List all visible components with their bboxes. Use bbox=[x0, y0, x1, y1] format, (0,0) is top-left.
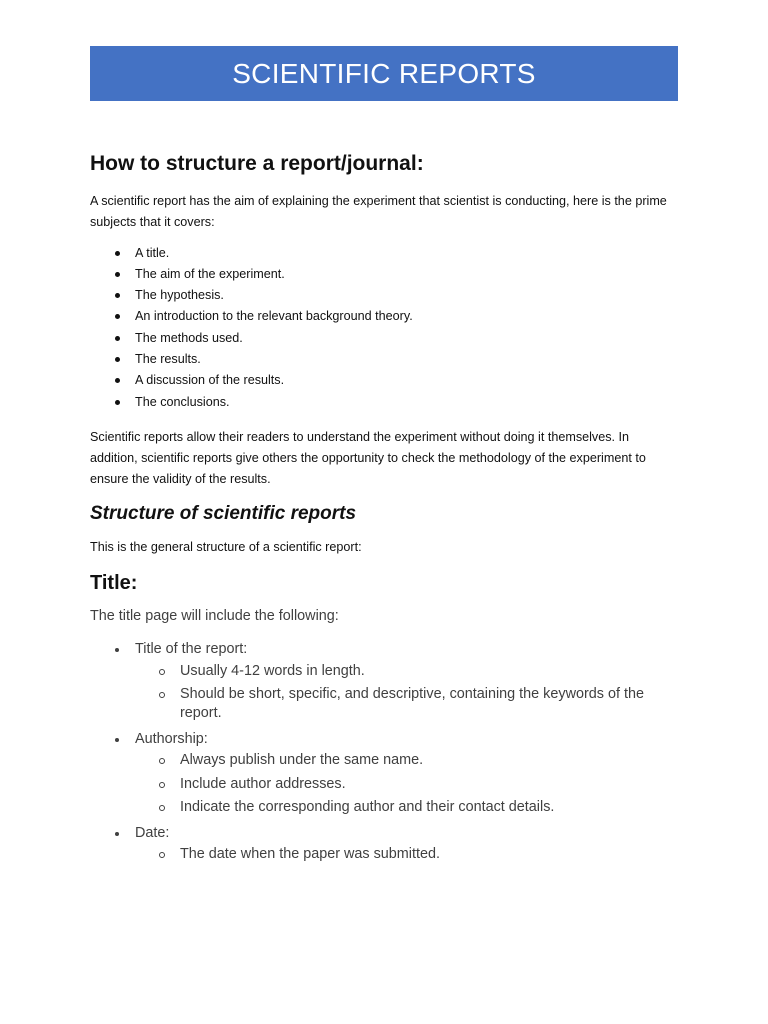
list-item: The methods used. bbox=[90, 328, 678, 349]
sub-list-item: Should be short, specific, and descriptive, containing the keywords of the report. bbox=[135, 685, 678, 723]
title-banner bbox=[90, 46, 678, 101]
list-item bbox=[90, 728, 678, 818]
sub-list-item: Always publish under the same name. bbox=[135, 751, 678, 770]
structure-intro-paragraph: This is the general structure of a scientific report: bbox=[90, 540, 362, 555]
sub-list-item: Usually 4-12 words in length. bbox=[135, 662, 678, 681]
section-heading-structure-of-reports: Structure of scientific reports bbox=[90, 503, 357, 525]
list-item bbox=[90, 822, 678, 865]
document-title: SCIENTIFIC REPORTS bbox=[232, 57, 536, 89]
subjects-list bbox=[90, 243, 678, 413]
list-item: An introduction to the relevant background theory. bbox=[90, 306, 678, 327]
list-item: The hypothesis. bbox=[90, 285, 678, 306]
sub-list-item: Include author addresses. bbox=[135, 775, 678, 794]
sub-list bbox=[135, 751, 678, 817]
closing-paragraph: Scientific reports allow their readers to understand the experiment without doing it themselves. In addition, scientific reports give others the opportunity to check the methodology of the experiment to ensure the validity of the results. bbox=[90, 429, 646, 486]
list-item-label: Title of the report: bbox=[135, 641, 248, 658]
title-intro-paragraph: The title page will include the following: bbox=[90, 608, 339, 625]
list-item: The conclusions. bbox=[90, 392, 678, 413]
list-item bbox=[90, 638, 678, 723]
sub-list bbox=[135, 845, 678, 864]
list-item: The aim of the experiment. bbox=[90, 264, 678, 285]
sub-list-item: The date when the paper was submitted. bbox=[135, 845, 678, 864]
list-item: The results. bbox=[90, 349, 678, 370]
section-heading-structure: How to structure a report/journal: bbox=[90, 152, 424, 175]
list-item: A discussion of the results. bbox=[90, 370, 678, 391]
list-item: A title. bbox=[90, 243, 678, 264]
section-heading-title: Title: bbox=[90, 572, 138, 595]
list-item-label: Authorship: bbox=[135, 730, 208, 747]
title-contents-list bbox=[90, 638, 678, 864]
list-item-label: Date: bbox=[135, 824, 170, 841]
sub-list bbox=[135, 662, 678, 724]
sub-list-item: Indicate the corresponding author and their contact details. bbox=[135, 798, 678, 817]
intro-paragraph: A scientific report has the aim of explaining the experiment that scientist is conducting, here is the prime subjects that it covers: bbox=[90, 194, 667, 229]
document-page bbox=[90, 46, 678, 869]
